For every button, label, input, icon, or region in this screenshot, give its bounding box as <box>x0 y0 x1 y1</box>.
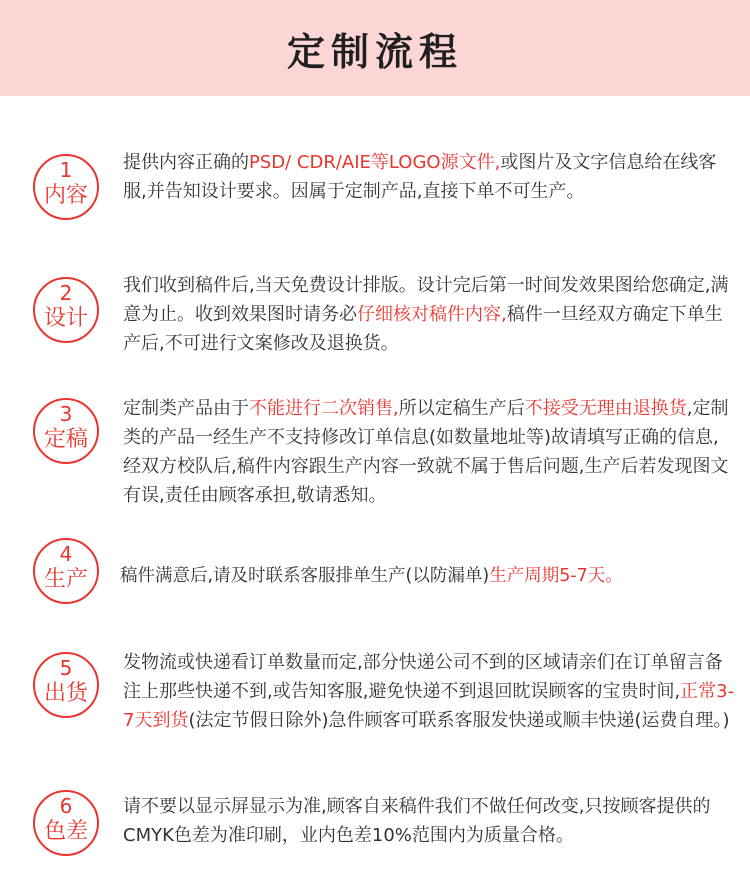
highlight-segment: 生产周期5-7天。 <box>489 566 623 586</box>
step-description <box>123 148 735 206</box>
step-label: 定稿 <box>43 427 88 452</box>
step-number: 1 <box>59 158 73 182</box>
step-badge <box>33 277 99 343</box>
text-segment: 请不要以显示屏显示为准,顾客自来稿件我们不做任何改变,只按顾客提供的CMYK色差为准印刷，业内色差10%范围内为质量合格。 <box>123 796 711 846</box>
text-segment: 或图片及文字信息给在线客服,并告知设计要求。因属于定制产品,直接下单不可生产。 <box>123 152 717 202</box>
step-label: 色差 <box>43 819 88 844</box>
step-description <box>123 394 735 510</box>
text-segment: (法定节假日除外)急件顾客可联系客服发快递或顺丰快递(运费自理。) <box>188 710 730 731</box>
text-segment: 发物流或快递看订单数量而定,部分快递公司不到的区域请亲们在订单留言备注上那些快递不到,或告知客服,避免快递不到退回眈误顾客的宝贵时间, <box>123 652 723 702</box>
highlight-segment: 正常3-7天到货 <box>123 681 735 731</box>
text-segment: 稿件满意后,请及时联系客服排单生产(以防漏单) <box>120 566 490 586</box>
step-description <box>123 648 735 735</box>
text-segment: 稿件一旦经双方确定下单生产后,不可进行文案修改及退换货。 <box>123 304 723 354</box>
step-label: 生产 <box>43 567 88 592</box>
highlight-segment: 仔细核对稿件内容, <box>357 304 507 325</box>
text-segment: 所以定稿生产后 <box>398 398 525 419</box>
header-banner <box>0 0 750 96</box>
step-number: 4 <box>59 542 73 566</box>
text-segment: 提供内容正确的 <box>123 152 249 173</box>
step-description <box>123 792 735 850</box>
step-badge <box>33 398 99 464</box>
text-segment: ,定制类的产品一经生产不支持修改订单信息(如数量地址等)故请填写正确的信息,经双方校队后,稿件内容跟生产内容一致就不属于售后问题,生产后若发现图文有误,责任由顾客承担,敬请悉知。 <box>123 398 729 506</box>
text-segment: 定制类产品由于 <box>123 398 249 419</box>
step-badge <box>33 538 99 604</box>
step-label: 出货 <box>43 681 88 706</box>
step-number: 3 <box>59 402 73 426</box>
step-number: 2 <box>59 281 73 305</box>
step-description <box>123 271 735 358</box>
step-label: 设计 <box>43 306 88 331</box>
step-badge <box>33 652 99 718</box>
highlight-segment: PSD/ CDR/AIE等LOGO源文件, <box>249 152 501 173</box>
step-number: 5 <box>59 656 73 680</box>
page-title: 定制流程 <box>286 29 463 74</box>
step-badge <box>33 154 99 220</box>
step-label: 内容 <box>43 183 88 208</box>
highlight-segment: 不接受无理由退换货 <box>524 398 687 419</box>
step-description <box>120 562 740 591</box>
step-badge <box>33 790 99 856</box>
text-segment: 我们收到稿件后,当天免费设计排版。设计完后第一时间发效果图给您确定,满意为止。收到效果图时请务必 <box>123 275 729 325</box>
highlight-segment: 不能进行二次销售, <box>249 398 399 419</box>
step-number: 6 <box>59 794 73 818</box>
